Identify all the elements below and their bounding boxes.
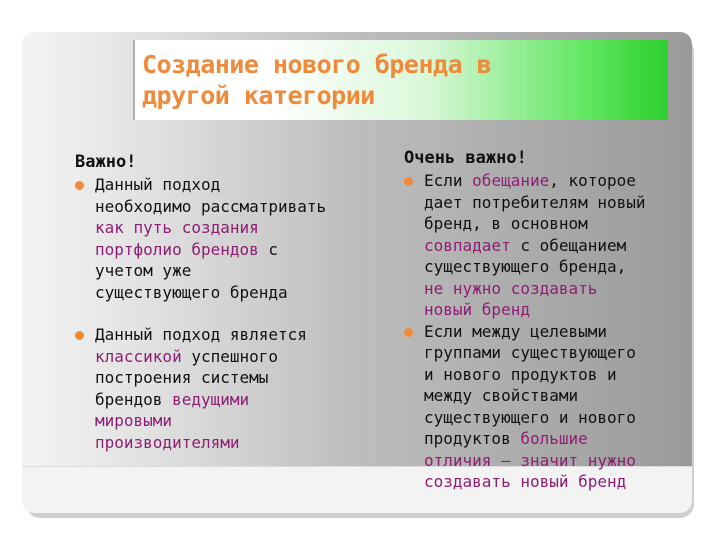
list-item bbox=[404, 170, 704, 321]
left-heading: Важно! bbox=[75, 152, 137, 172]
text-line: необходимо рассматривать bbox=[95, 196, 327, 216]
text-line: существующего бренда, bbox=[424, 257, 627, 276]
highlight-text: отличия – значит нужно bbox=[424, 450, 636, 470]
highlight-text: портфолио брендов bbox=[95, 239, 259, 259]
text-line: между свойствами bbox=[424, 386, 579, 405]
highlight-text: совпадает bbox=[424, 235, 511, 255]
right-column bbox=[404, 147, 704, 493]
list-item bbox=[75, 174, 375, 303]
text-line: и нового продуктов и bbox=[424, 364, 617, 384]
text-line: Если между целевыми bbox=[424, 321, 608, 341]
highlight-text: мировыми bbox=[95, 411, 173, 430]
text-fragment: продуктов bbox=[424, 429, 521, 448]
highlight-text: новый бренд bbox=[424, 300, 530, 319]
text-line: группами существующего bbox=[424, 343, 636, 362]
highlight-text: не нужно создавать bbox=[424, 278, 598, 298]
highlight-text: как путь создания bbox=[95, 218, 259, 237]
text-fragment: успешного bbox=[181, 346, 279, 366]
text-fragment: брендов bbox=[95, 389, 173, 409]
text-line: существующего и нового bbox=[424, 407, 636, 427]
list-item bbox=[404, 321, 704, 493]
text-fragment: с обещанием bbox=[510, 235, 627, 255]
list-item bbox=[75, 324, 375, 453]
text-line: учетом уже bbox=[95, 261, 192, 280]
text-line: существующего бренда bbox=[95, 282, 288, 302]
left-column bbox=[75, 151, 375, 453]
text-fragment: Если bbox=[424, 171, 473, 190]
text-fragment: , которое bbox=[549, 171, 636, 190]
text-line: дает потребителям новый bbox=[424, 192, 646, 212]
text-line: Данный подход является bbox=[95, 325, 307, 344]
right-heading: Очень важно! bbox=[404, 148, 527, 168]
title-line: Создание нового бренда в bbox=[142, 50, 492, 79]
text-fragment: с bbox=[258, 239, 279, 259]
bullet-icon bbox=[404, 177, 413, 186]
bullet-icon bbox=[404, 328, 413, 337]
highlight-text: обещание bbox=[472, 171, 550, 190]
title-line: другой категории bbox=[142, 81, 375, 110]
highlight-text: классикой bbox=[95, 346, 182, 366]
highlight-text: ведущими bbox=[172, 389, 250, 409]
bullet-icon bbox=[75, 181, 84, 190]
slide-title bbox=[142, 49, 622, 111]
highlight-text: создавать новый бренд bbox=[424, 472, 627, 491]
highlight-text: большие bbox=[520, 429, 588, 448]
text-line: Данный подход bbox=[95, 175, 221, 194]
text-line: построения системы bbox=[95, 368, 269, 387]
bullet-icon bbox=[75, 331, 84, 340]
text-line: бренд, в основном bbox=[424, 214, 588, 233]
highlight-text: производителями bbox=[95, 432, 240, 452]
